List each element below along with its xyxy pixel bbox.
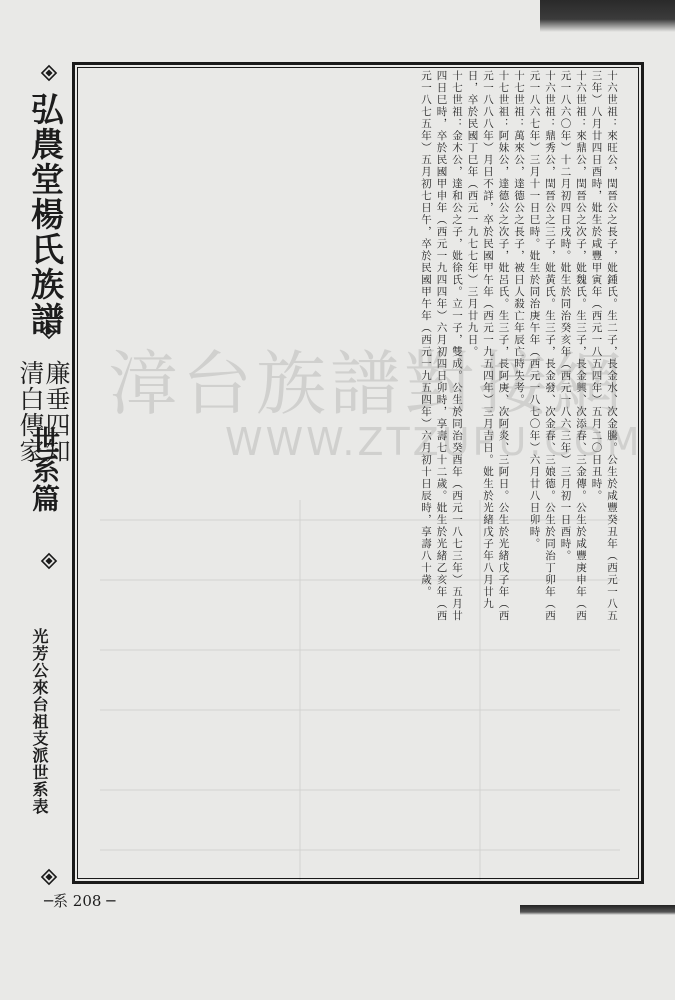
watermark-text: 漳台族譜對接網 xyxy=(108,343,626,425)
genealogy-entry: 十六世祖：來鼎公，閏晉公之次子，妣魏氏。生三子，長金興、次添春、三金傳。公生於咸豐庚申年（西元一八六〇年）十二月初四日戌時。妣生於同治癸亥年（西元一八六三年）三月初一日酉時。 xyxy=(559,70,587,622)
scan-edge-top xyxy=(540,0,675,32)
table-subtitle: 光芳公來台祖支派世系表 xyxy=(30,628,49,815)
diamond-ornament-icon xyxy=(40,64,58,82)
diamond-ornament-icon xyxy=(40,552,58,570)
watermark-url: WWW.ZTZUPU.COM xyxy=(225,420,643,464)
genealogy-entry: 十六世祖：鼎秀公，閏晉公之三子，妣黃氏。生三子，長金發、次金春、三娘德。公生於同治丁卯年（西元一八六七年）三月十一日巳時。妣生於同治庚午年（西元一八七〇年）六月廿八日卯時。 xyxy=(528,70,556,622)
section-title: 世系篇 xyxy=(28,426,61,513)
diamond-ornament-icon xyxy=(40,868,58,886)
genealogy-entry: 十七世祖：金木公，達和公之子，妣徐氏。立一子，雙成。公生於同治癸酉年（西元一八七三年）五月廿四日巳時，卒於民國甲申年（西元一九四四年）六月初四日卯時，享壽七十二歲。妣生於光緒乙亥年（西元一八七五年）五月初七日午，卒於民國甲午年（西元一九五四年）六月初十日辰時，享壽八十歲。 xyxy=(420,70,463,622)
scan-edge-bottom xyxy=(520,905,675,915)
genealogy-entry: 十六世祖：來旺公，閏晉公之長子，妣鍾氏。生二子，長金水、次金騰。公生於咸豐癸丑年（西元一八五三年）八月廿四日酉時，妣生於咸豐甲寅年（西元一八五四年）五月二〇日丑時。 xyxy=(590,70,618,622)
genealogy-entry: 十七世祖：萬來公，達德公之長子，被日人殺亡年辰亡時失考。 xyxy=(513,70,525,406)
motto-right: 廉垂四知 xyxy=(42,360,71,464)
motto-left: 清白傳家 xyxy=(16,360,45,464)
book-title: 弘農堂楊氏族譜 xyxy=(26,92,65,337)
genealogy-entry: 十七世祖：阿妹公，達德公之次子，妣呂氏。生三子，長阿庚、次阿炎、三阿日。公生於光緒戊子年（西元一八八八年）月日不詳，卒於民國甲午年（西元一九五四年）三月吉日。妣生於光緒戊子年八月廿九日，卒於民國丁巳年（西元一九七七年）三月廿九日。 xyxy=(466,70,510,622)
page-number: ─系 208 ─ xyxy=(44,892,116,910)
